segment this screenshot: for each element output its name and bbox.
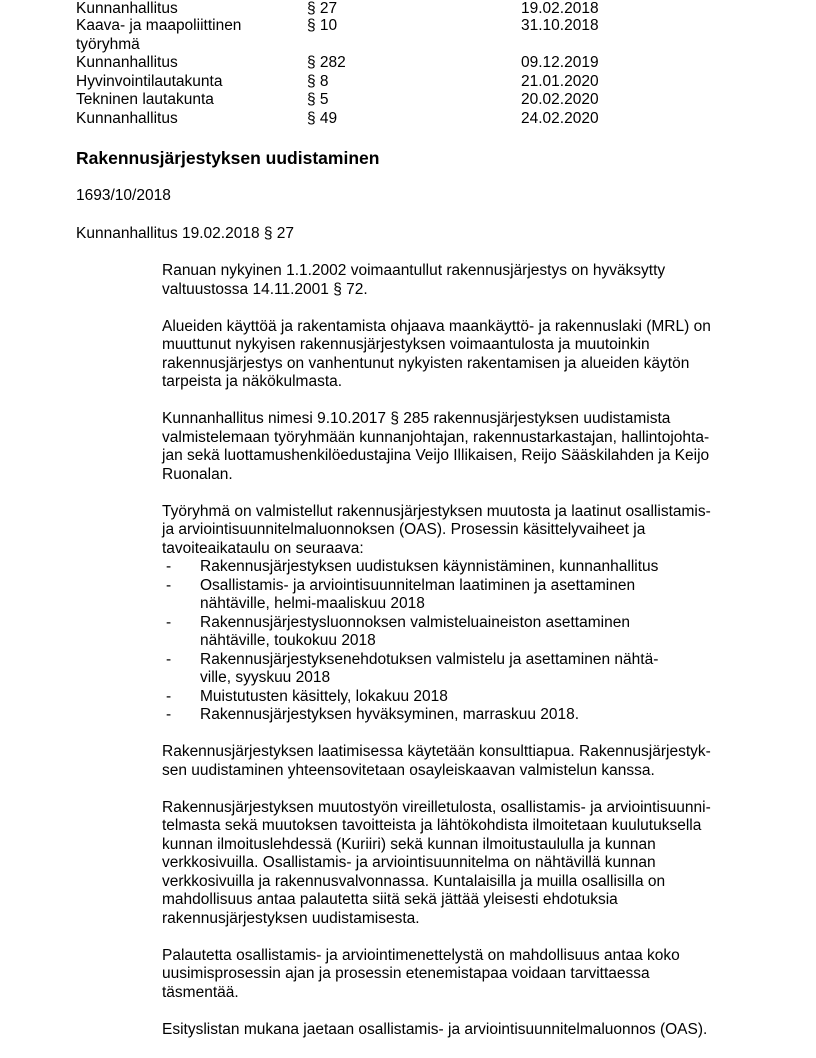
date-cell: 19.02.2018 (521, 0, 599, 17)
meeting-reference: Kunnanhallitus 19.02.2018 § 27 (76, 225, 295, 242)
dash-bullet-icon: - (166, 687, 172, 705)
dash-bullet-icon: - (166, 576, 172, 594)
section-cell: § 27 (307, 0, 338, 17)
body-cell: Kunnanhallitus (76, 54, 178, 71)
body-cell: Hyvinvointilautakunta (76, 72, 223, 90)
dash-bullet-icon: - (166, 558, 172, 575)
page-title: Rakennusjärjestyksen uudistaminen (76, 148, 380, 168)
process-steps-list (162, 558, 742, 725)
date-cell: 21.01.2020 (521, 72, 599, 90)
date-cell: 09.12.2019 (521, 54, 599, 71)
dash-bullet-icon: - (166, 613, 172, 631)
section-cell: § 49 (307, 109, 338, 127)
document-body (162, 262, 742, 1058)
dash-bullet-icon: - (166, 706, 172, 723)
dash-bullet-icon: - (166, 650, 172, 668)
list-item: - Rakennusjärjestyksen uudistuksen käynnistäminen, kunnanhallitus (166, 558, 659, 575)
list-item: - Rakennusjärjestysluonnoksen valmisteluaineiston asettaminen nähtäville, toukokuu 2018 (166, 613, 630, 649)
paragraph: Ranuan nykyinen 1.1.2002 voimaantullut rakennusjärjestys on hyväksytty valtuustossa 14.11.2001 § 72. (162, 262, 666, 298)
list-item: - Muistutusten käsittely, lokakuu 2018 (166, 687, 448, 705)
date-cell: 31.10.2018 (521, 17, 599, 34)
paragraph: Rakennusjärjestyksen laatimisessa käytetään konsulttiapua. Rakennusjärjestyk- sen uudistaminen yhteensovitetaan osayleiskaavan valmistelun kanssa. (162, 743, 711, 779)
date-cell: 20.02.2020 (521, 91, 599, 108)
section-cell: § 282 (307, 54, 346, 71)
paragraph: Palautetta osallistamis- ja arviointimenettelystä on mahdollisuus antaa koko uusimisprosessin ajan ja prosessin etenemistapaa voidaan tarvittaessa täsmentää. (162, 946, 680, 1001)
paragraph: Työryhmä on valmistellut rakennusjärjestyksen muutosta ja laatinut osallistamis- ja arviointisuunnitelmaluonnoksen (OAS). Prosessin käsittelyvaiheet ja tavoiteaikataulu on seuraava: (162, 502, 711, 557)
paragraph: Kunnanhallitus nimesi 9.10.2017 § 285 rakennusjärjestyksen uudistamista valmistelemaan työryhmään kunnanjohtajan, rakennustarkastajan, hallintojohta- jan sekä luottamushenkilöedustajina Veijo Illikaisen, Reijo Sääskilahden ja Keijo Ruonalan. (162, 410, 710, 483)
body-cell: Tekninen lautakunta (76, 91, 214, 108)
diary-number: 1693/10/2018 (76, 187, 171, 204)
body-cell: Kunnanhallitus (76, 0, 178, 17)
paragraph: Alueiden käyttöä ja rakentamista ohjaava maankäyttö- ja rakennuslaki (MRL) on muuttunut nykyisen rakennusjärjestyksen voimaantulosta ja muutoinkin rakennusjärjestys on vanhentunut nykyisten rakentamisen ja alueiden käytön tarpeista ja näkökulmasta. (162, 317, 711, 390)
list-item: - Rakennusjärjestyksen hyväksyminen, marraskuu 2018. (166, 706, 580, 723)
body-cell: Kunnanhallitus (76, 109, 178, 127)
section-cell: § 10 (307, 17, 338, 34)
section-cell: § 8 (307, 72, 329, 90)
list-item: - Rakennusjärjestyksenehdotuksen valmistelu ja asettaminen nähtä- ville, syyskuu 2018 (166, 650, 659, 686)
section-cell: § 5 (307, 91, 329, 108)
list-item: - Osallistamis- ja arviointisuunnitelman laatiminen ja asettaminen nähtäville, helmi-maaliskuu 2018 (166, 576, 636, 612)
paragraph: Rakennusjärjestyksen muutostyön vireilletulosta, osallistamis- ja arviointisuunni- telmasta sekä muutoksen tavoitteista ja lähtökohdista ilmoitetaan kuulutuksella kunnan ilmoituslehdessä (Kuriiri) sekä kunnan ilmoitustaululla ja kunnan verkkosivuilla. Osallistamis- ja arviointisuunnitelma on nähtävillä kunnan verkkosivuilla ja rakennusvalvonnassa. Kuntalaisilla ja muilla osallisilla on mahdollisuus antaa palautetta siitä sekä jättää yleisesti ehdotuksia rakennusjärjestyksen uudistamisesta. (162, 798, 711, 927)
paragraph: Esityslistan mukana jaetaan osallistamis- ja arviointisuunnitelmaluonnos (OAS). (162, 1020, 708, 1038)
date-cell: 24.02.2020 (521, 109, 599, 127)
body-cell: Kaava- ja maapoliittinen työryhmä (76, 17, 242, 53)
